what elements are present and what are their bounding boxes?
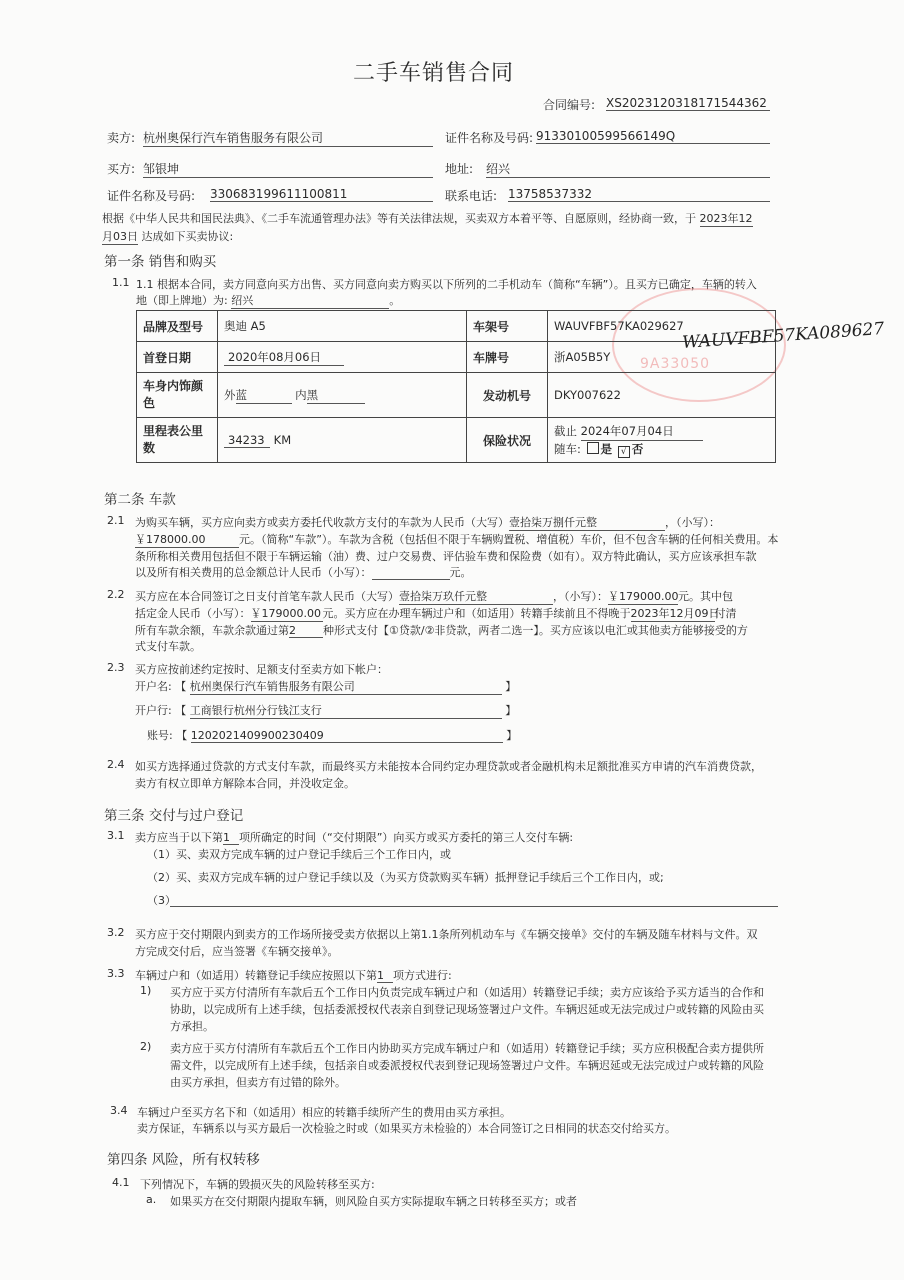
clause-2-4-no: 2.4 <box>107 758 125 771</box>
contract-no: XS2023120318171544362 <box>606 96 770 111</box>
vin-value: WAUVFBF57KA029627 <box>548 311 776 342</box>
interior-color: 黑 <box>307 387 365 404</box>
clause-3-1-option-2: （2）买、卖双方完成车辆的过户登记手续以及（为买方贷款购买车辆）抵押登记手续后三个工作日内，或; <box>147 871 664 884</box>
clause-3-3-1-no: 1) <box>140 984 152 997</box>
handwritten-vin: WAUVFBF57KA089627 <box>681 318 885 354</box>
buyer-id-label: 证件名称及号码: <box>107 189 196 203</box>
buyer-address: 绍兴 <box>486 160 770 178</box>
vin-label: 车架号 <box>467 311 548 342</box>
clause-2-1-line-4: 以及所有相关费用的总金额总计人民币（小写）： 元。 <box>135 566 472 579</box>
account-no: 1202021409900230409 <box>191 729 503 743</box>
clause-2-2-line-2: 括定金人民币（小写）：￥179000.00 元。买方应在办理车辆过户和（如适用）转籍手续前且不得晚于2023年12月09日付清 <box>135 607 737 620</box>
account-no-row: 账号: 【 1202021409900230409 】 <box>147 729 518 742</box>
plate-label: 车牌号 <box>467 342 548 373</box>
clause-2-3-no: 2.3 <box>107 661 125 674</box>
clause-3-4-no: 3.4 <box>110 1104 128 1117</box>
insurance-label: 保险状况 <box>467 418 548 463</box>
clause-2-4-line-2: 卖方有权立即单方解除本合同，并没收定金。 <box>135 777 355 790</box>
phone-label: 联系电话: <box>445 189 498 203</box>
exterior-color: 蓝 <box>236 387 292 404</box>
table-row <box>137 342 776 373</box>
insurance-until: 2024年07月04日 <box>581 423 703 441</box>
clause-2-3-text: 买方应按前述约定按时、足额支付至卖方如下帐户： <box>135 663 388 676</box>
reg-date-value: 2020年08月06日 <box>224 349 344 366</box>
seller-name: 杭州奥保行汽车销售服务有限公司 <box>143 129 433 147</box>
intro-text: 根据《中华人民共和国民法典》、《二手车流通管理办法》等有关法律法规，买卖双方本着平等、自愿原则，经协商一致，于 2023年12 <box>102 212 753 225</box>
clause-3-2-line-1: 买方应于交付期限内到卖方的工作场所接受卖方依据以上第1.1条所列机动车与《车辆交接单》交付的车辆及随车材料与文件。双 <box>135 928 758 941</box>
buyer-phone: 13758537332 <box>508 187 770 202</box>
table-row <box>137 418 776 463</box>
clause-3-3-2-line-1: 卖方应于买方付清所有车款后五个工作日内协助买方完成车辆过户和（如适用）转籍登记手续；买方应积极配合卖方提供所 <box>170 1042 764 1055</box>
clause-1-1-text-2: 地（即上牌地）为: 绍兴 。 <box>136 294 401 307</box>
vehicle-info-table <box>136 310 776 463</box>
blank-line <box>170 906 778 907</box>
address-label: 地址: <box>445 162 474 176</box>
odometer-value: 34233 <box>224 433 270 448</box>
plate-value: 浙A05B5Y <box>548 342 776 373</box>
clause-2-2-no: 2.2 <box>107 588 125 601</box>
clause-2-4-line-1: 如买方选择通过贷款的方式支付车款，而最终买方未能按本合同约定办理贷款或者金融机构未足额批准买方申请的汽车消费贷款， <box>135 760 762 773</box>
clause-3-3-no: 3.3 <box>107 967 125 980</box>
clause-2-1-no: 2.1 <box>107 514 125 527</box>
clause-3-2-no: 3.2 <box>107 926 125 939</box>
section-3-heading: 第三条 交付与过户登记 <box>104 808 244 824</box>
clause-4-1-text: 下列情况下，车辆的毁损灭失的风险转移至买方: <box>140 1178 375 1191</box>
clause-3-1-option-1: （1）买、卖双方完成车辆的过户登记手续后三个工作日内，或 <box>147 848 451 861</box>
clause-2-2-line-3: 所有车款余额，车款余款通过第2 种形式支付【①贷款/②非贷款，两者二选一】。买方应该以电汇或其他卖方能够接受的方 <box>135 624 748 637</box>
clause-4-1-a-text: 如果买方在交付期限内提取车辆，则风险自买方实际提取车辆之日转移至买方；或者 <box>170 1195 577 1208</box>
document-title: 二手车销售合同 <box>353 61 515 86</box>
buyer-id: 330683199611100811 <box>210 187 433 202</box>
account-bank-row: 开户行: 【 工商银行杭州分行钱江支行 】 <box>135 704 517 717</box>
clause-4-1-a-no: a. <box>146 1193 157 1206</box>
engine-label: 发动机号 <box>467 373 548 418</box>
table-row <box>137 311 776 342</box>
seller-label: 卖方: <box>107 131 136 145</box>
seal-number: 9A33050 <box>640 356 711 372</box>
clause-4-1-no: 4.1 <box>112 1176 130 1189</box>
clause-3-3-1-line-3: 方承担。 <box>170 1020 214 1033</box>
clause-1-1-no: 1.1 <box>112 276 130 289</box>
clause-3-3-1-line-1: 买方应于买方付清所有车款后五个工作日内负责完成车辆过户和（如适用）转籍登记手续；卖方应该给予买方适当的合作和 <box>170 986 764 999</box>
engine-value: DKY007622 <box>548 373 776 418</box>
clause-2-1-line-2: ￥178000.00 元。（简称“车款”）。车款为含税（包括但不限于车辆购置税、增值税）车价，但不包含车辆的任何相关费用。本 <box>135 533 779 546</box>
odometer-label: 里程表公里数 <box>137 418 218 463</box>
clause-3-1-no: 3.1 <box>107 829 125 842</box>
clause-3-3-2-line-2: 需文件，以完成所有上述手续，包括亲自或委派授权代表到登记现场签署过户文件。车辆迟延或无法完成过户或转籍的风险 <box>170 1059 764 1072</box>
checkbox-yes[interactable] <box>587 442 599 454</box>
account-bank: 工商银行杭州分行钱江支行 <box>190 702 502 719</box>
clause-3-3-1-line-2: 协助，以完成所有上述手续，包括委派授权代表亲自到登记现场签署过户文件。车辆迟延或无法完成过户或转籍的风险由买 <box>170 1003 764 1016</box>
clause-2-2-line-1: 买方应在本合同签订之日支付首笔车款人民币（大写）壹拾柒万玖仟元整 ，（小写）：￥179000.00元。其中包 <box>135 590 733 603</box>
odometer-cell: 34233 KM <box>218 418 467 463</box>
clause-1-1-text: 1.1 根据本合同，卖方同意向买方出售、买方同意向卖方购买以下所列的二手机动车（简称“车辆”）。且买方已确定，车辆的转入 <box>136 278 757 291</box>
section-1-heading: 第一条 销售和购买 <box>104 254 217 270</box>
checkbox-no[interactable]: √ <box>618 446 630 458</box>
clause-3-2-line-2: 方完成交付后，应当签署《车辆交接单》。 <box>135 945 339 958</box>
contract-no-label: 合同编号: <box>543 98 596 112</box>
reg-date-label: 首登日期 <box>137 342 218 373</box>
clause-2-2-line-4: 式支付车款。 <box>135 640 201 653</box>
buyer-name: 邹银坤 <box>143 160 433 178</box>
clause-3-3-text: 车辆过户和（如适用）转籍登记手续应按照以下第1 项方式进行: <box>135 969 452 982</box>
brand-value: 奥迪 A5 <box>218 311 467 342</box>
clause-3-3-2-line-3: 由买方承担，但卖方有过错的除外。 <box>170 1076 346 1089</box>
seller-id-label: 证件名称及号码: <box>445 131 534 145</box>
account-name-row: 开户名: 【 杭州奥保行汽车销售服务有限公司 】 <box>135 680 517 693</box>
clause-3-4-line-1: 车辆过户至买方名下和（如适用）相应的转籍手续所产生的费用由买方承担。 <box>137 1106 511 1119</box>
clause-2-1-line-1: 为购买车辆，买方应向卖方或卖方委托代收款方支付的车款为人民币（大写）壹拾柒万捌仟元整 ，（小写）： <box>135 516 720 529</box>
reg-date-cell <box>218 342 467 373</box>
clause-3-1-option-3: （3） <box>147 894 176 907</box>
table-row <box>137 373 776 418</box>
intro-text-2: 月03日 达成如下买卖协议: <box>102 230 234 243</box>
brand-label: 品牌及型号 <box>137 311 218 342</box>
buyer-label: 买方: <box>107 162 136 176</box>
color-label: 车身内饰颜色 <box>137 373 218 418</box>
clause-2-1-line-3: 条所称相关费用包括但不限于车辆运输（油）费、过户交易费、评估验车费和保险费（如有）。双方特此确认，买方应该承担车款 <box>135 550 757 563</box>
clause-3-1-text: 卖方应当于以下第1 项所确定的时间（“交付期限”）向买方或买方委托的第三人交付车辆: <box>135 831 574 844</box>
insurance-cell: 截止 2024年07月04日 随车: 是 √ 否 <box>548 418 776 463</box>
clause-3-3-2-no: 2) <box>140 1040 152 1053</box>
section-4-heading: 第四条 风险，所有权转移 <box>107 1152 260 1168</box>
clause-3-4-line-2: 卖方保证，车辆系以与买方最后一次检验之时或（如果买方未检验的）本合同签订之日相同的状态交付给买方。 <box>137 1122 676 1135</box>
color-cell: 外蓝 内黑 <box>218 373 467 418</box>
section-2-heading: 第二条 车款 <box>104 492 176 508</box>
account-name: 杭州奥保行汽车销售服务有限公司 <box>190 678 502 695</box>
seller-id: 91330100599566149Q <box>536 129 770 144</box>
